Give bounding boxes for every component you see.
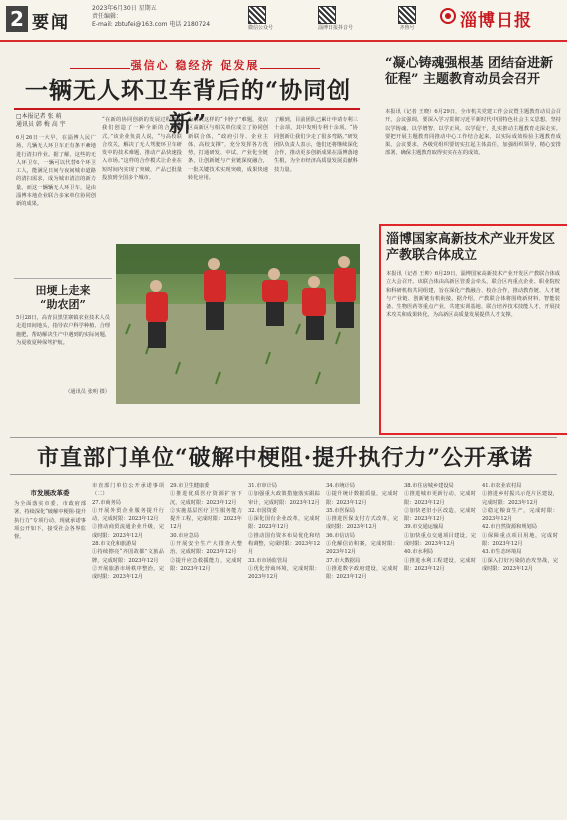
- section-name: 要闻: [32, 13, 70, 33]
- qr-code-icon: [248, 6, 266, 24]
- photo-news-credit: （通讯员 张明 摄）: [65, 389, 110, 395]
- kicker-line-left: [70, 68, 130, 69]
- lead-kicker: 强信心 稳经济 促发展: [130, 59, 260, 72]
- lead-byline: [16, 113, 66, 129]
- kicker-line-right: [260, 68, 320, 69]
- qr-block-2: [318, 6, 353, 31]
- qr-block-3: [398, 6, 416, 31]
- lead-headline: 一辆无人环卫车背后的“协同创新”: [24, 77, 352, 137]
- commitment-column-1: 市直部门单位公开承诺事项（二） 27.市商务局 ①开展外贸企业服务提升行动，完成时限：2023年12月 ②推动商贸流通企业升级，完成时限：2023年12月 28.市文化和旅游局 ①持续擦亮“齐国故都”文旅品牌，完成时限：2023年12月 ②开展旅游市场秩序整治，完成时限：2023年12月: [92, 483, 164, 581]
- issue-contact: E-mail: zbtufei@163.com 电话 2180724: [92, 21, 211, 28]
- byline-reporter: □本报记者 张 萌: [16, 113, 62, 120]
- bottom-rule-bottom: [10, 474, 557, 475]
- right-article-text: 本报讯（记者 王晓）6月29日，全市机关党建工作会议暨主题教育动员会召开。会议强调，要深入学习贯彻习近平新时代中国特色社会主义思想，坚持以学铸魂、以学增智、以学正风、以学促干，扎实推动主题教育走深走实。要把开展主题教育同推动中心工作结合起来，以实际成效检验主题教育成果。会议要求，各级党组织要切实扛起主体责任，加强组织领导，精心安排部署，确保主题教育取得实实在在的成效。: [385, 109, 561, 157]
- issue-info: [92, 5, 232, 29]
- intro-block: [14, 488, 86, 800]
- bottom-headline: 市直部门单位“破解中梗阻·提升执行力”公开承诺: [37, 445, 533, 471]
- lead-column-3: 为解决这样的“卡脖子”难题，张店区高新区与相关单位成立了协同创新联合体，“政府引导、企业主体、高校支撑”，充分发挥各方优势，打通研发、中试、产业化全链条，让创新链与产业链深度融合，一批关键技术实现突破，成果快速转化应用。: [188, 117, 268, 182]
- commitment-column-3: 31.市审计局 ①加强重大政策措施落实跟踪审计，完成时限：2023年12月 32.市国资委 ①深化国有企业改革，完成时限：2023年12月 ②推动国有资本布局优化和结构调整，完成时限：2023年12月 33.市市场监管局 ①优化营商环境，完成时限：2023年12月: [248, 483, 320, 581]
- issue-date: 2023年6月30日 星期五: [92, 5, 157, 12]
- qr-code-icon: [318, 6, 336, 24]
- commitment-column-6: 41.市农业农村局 ①推进乡村振兴示范片区建设，完成时限：2023年12月 ②稳定粮食生产，完成时限：2023年12月 42.市自然资源和规划局 ①保障重点项目用地，完成时限：2023年12月 43.市生态环境局 ①深入打好污染防治攻坚战，完成时限：2023年12月: [482, 483, 558, 572]
- newspaper-logo-icon: [440, 8, 456, 28]
- qr-label: 齐鲁号: [399, 25, 415, 31]
- right-headline: “凝心铸魂强根基 团结奋进新征程” 主题教育动员会召开: [385, 56, 554, 87]
- lead-column-4: 了解到，目前团队已累计申请专利三十余项，其中发明专利十余项。“协同创新让我们少走了很多弯路。”研发团队负责人表示，他们还将继续深化合作，推动更多创新成果在淄博落地生根，为全市经济高质量发展贡献科技力量。: [274, 117, 358, 173]
- qr-block-1: [248, 6, 273, 31]
- brand-title: 淄博日报: [460, 11, 532, 31]
- lead-column-1: 6月26日一大早，在淄博人民广场，几辆无人环卫车正有条不紊地进行清扫作业。据了解，这些的无人环卫车，一辆可以代替6个环卫工人，能满足日间与夜间城市道路的清扫需求，成为城市清洁的新力量。而这一辆辆无人环卫车，是由淄博本地企业联合多家单位协同创新的成果。: [16, 135, 96, 208]
- lead-rule: [14, 108, 360, 110]
- intro-text: 为全面落实市委、市政府部署，持续深化“破解中梗阻·提升执行力”专项行动，现就承诺事项公开如下，接受社会各界监督。: [14, 501, 86, 541]
- lead-column-2: “在新的协同创新的发展过程中，我们创造了一种全新的合作模式。”该企业负责人说，“与高校联合攻关，解决了无人驾驶环卫车研发中的技术难题，推动产品快速投入市场。”这样的合作模式让企业在短时间内实现了突破，产品已批量投放到全国多个城市。: [102, 117, 182, 182]
- photo-news-caption: 5月28日，高青县黑里寨镇农业技术人员走进田间地头，指导农户科学种植、合理施肥，帮助解决生产中遇到的实际问题，为夏收夏种保驾护航。: [16, 315, 110, 346]
- qr-label: 淄博日报抖音号: [318, 25, 354, 31]
- commitment-column-4: 34.市统计局 ①提升统计数据质量，完成时限：2023年12月 35.市医保局 ①推进医保支付方式改革，完成时限：2023年12月 36.市信访局 ①化解信访积案，完成时限：2023年12月 37.市大数据局 ①推进数字政府建设，完成时限：2023年12月: [326, 483, 398, 581]
- featured-headline: 淄博国家高新技术产业开发区产教联合体成立: [386, 232, 556, 263]
- qr-label: 微信公众号: [248, 25, 274, 31]
- qr-code-icon: [398, 6, 416, 24]
- masthead: [0, 0, 567, 42]
- byline-correspondent: 通讯员 韩 梅 高 宇: [16, 121, 66, 128]
- bottom-rule-top: [10, 437, 557, 438]
- featured-article-text: 本报讯（记者 王帅）6月29日，淄博国家高新技术产业开发区产教联合体成立大会召开。该联合体由高新区管委会牵头，联合区内重点企业、职业院校和科研机构共同组建，旨在深化产教融合、校企合作，推动教育链、人才链与产业链、创新链有机衔接。据介绍，产教联合体将围绕新材料、智能装备、生物医药等重点产业，共建实训基地、联合培养技术技能人才，开展技术攻关和成果转化，为高新区高质量发展提供人才支撑。: [386, 271, 560, 319]
- issue-editor: 责任编辑：: [92, 13, 123, 20]
- commitment-column-5: 38.市住房城乡建设局 ①推进城市更新行动，完成时限：2023年12月 ②加快老旧小区改造，完成时限：2023年12月 39.市交通运输局 ①加快重点交通项目建设，完成时限：2023年12月 40.市水利局 ①推进水利工程建设，完成时限：2023年12月: [404, 483, 476, 572]
- page-number: 2: [6, 6, 28, 32]
- photo-news-title-line1: 田埂上走来: [35, 284, 91, 297]
- commitment-column-2: 29.市卫生健康委 ①推进优质医疗资源扩容下沉，完成时限：2023年12月 ②实施基层医疗卫生服务能力提升工程，完成时限：2023年12月 30.市应急局 ①开展安全生产大排查大整治，完成时限：2023年12月 ②提升应急救援能力，完成时限：2023年12月: [170, 483, 242, 572]
- photo-news-title-line2: “助农团”: [40, 298, 86, 311]
- farm-photo: [116, 244, 360, 404]
- intro-heading: 市发展改革委: [30, 489, 70, 497]
